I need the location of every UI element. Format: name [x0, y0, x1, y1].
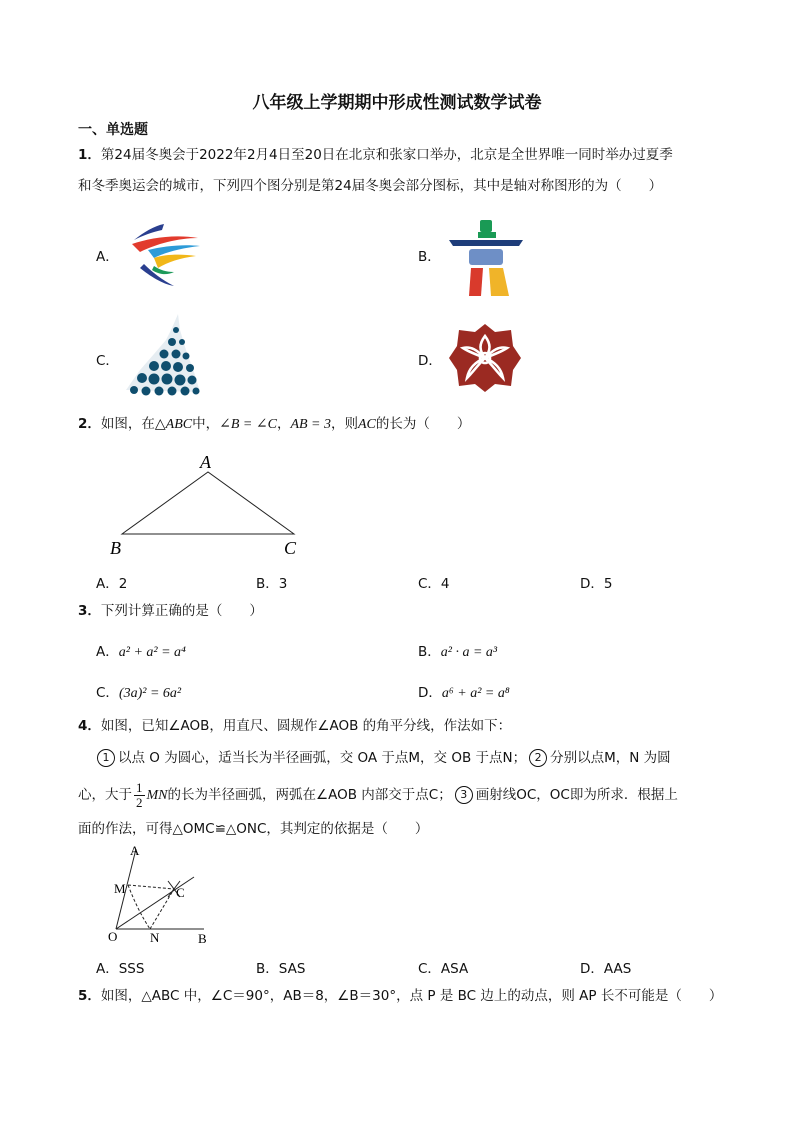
q2-option-d: D．5	[580, 576, 613, 592]
q3-option-d	[418, 681, 510, 702]
question-4-line-1	[78, 710, 511, 742]
question-text: 心，大于	[78, 787, 132, 803]
page-title: 八年级上学期期中形成性测试数学试卷	[252, 93, 542, 113]
winter-olympics-emblem-icon	[126, 220, 202, 292]
q3-option-b	[418, 640, 497, 661]
net-triangle-icon	[122, 312, 204, 398]
condition-angles: ∠B = ∠C	[219, 417, 277, 432]
option-letter: D．	[418, 685, 442, 701]
option-letter: C．	[96, 685, 119, 701]
fraction-denominator: 2	[136, 794, 143, 810]
q1-option-c-label: C．	[96, 353, 119, 369]
q4-option-d: D．AAS	[580, 961, 632, 977]
segment-mn: MN	[146, 788, 168, 803]
question-1-line-2: 和冬季奥运会的城市，下列四个图分别是第24届冬奥会部分图标，其中是轴对称图形的为（ ）	[78, 178, 663, 194]
question-4-line-2	[94, 742, 671, 774]
question-number: 4．	[78, 718, 101, 734]
question-5-stem	[78, 980, 722, 1012]
q2-option-a: A．2	[96, 576, 128, 592]
q3-option-c	[96, 681, 181, 702]
question-text: 的长为半径画弧，两弧在∠AOB 内部交于点C；	[167, 787, 452, 803]
q4-option-a: A．SSS	[96, 961, 145, 977]
point-label-a: A	[130, 843, 140, 858]
step-2-marker: 2	[529, 749, 547, 767]
point-label-m: M	[114, 881, 126, 896]
question-text: 如图，△ABC 中，∠C＝90°，AB＝8，∠B＝30°，点 P 是 BC 边上的动点，则 AP 长不可能是（ ）	[100, 988, 723, 1004]
question-4-line-4: 面的作法，可得△OMC≌△ONC，其判定的依据是（ ）	[78, 821, 429, 837]
question-2-stem	[78, 408, 470, 441]
condition-ab: AB = 3	[290, 417, 331, 432]
question-text: ，则	[331, 416, 358, 432]
q2-option-c: C．4	[418, 576, 450, 592]
fraction-one-half	[134, 781, 145, 810]
isosceles-triangle-figure	[108, 450, 318, 560]
angle-bisector-figure	[108, 845, 220, 947]
q4-option-b: B．SAS	[256, 961, 306, 977]
snowflake-pattern-icon	[447, 322, 523, 394]
point-label-c: C	[176, 885, 185, 900]
q2-option-b: B．3	[256, 576, 288, 592]
section-heading: 一、单选题	[78, 122, 148, 138]
triangle-symbol: △ABC	[154, 417, 193, 432]
question-3-stem	[78, 595, 263, 627]
step-2-text: 分别以点M，N 为圆	[550, 750, 671, 766]
question-text: 如图，已知∠AOB，用直尺、圆规作∠AOB 的角平分线，作法如下：	[100, 718, 512, 734]
option-expression: a² · a = a³	[440, 645, 498, 660]
question-number: 1．	[78, 147, 101, 163]
step-3-marker: 3	[455, 786, 473, 804]
question-text: 中，	[192, 416, 220, 432]
question-text: 的长为（ ）	[375, 416, 471, 432]
point-label-o: O	[108, 929, 118, 944]
q4-option-c: C．ASA	[418, 961, 469, 977]
q1-option-b-label: B．	[418, 249, 441, 265]
question-number: 3．	[78, 603, 101, 619]
question-4-line-3	[78, 779, 678, 812]
fraction-numerator: 1	[136, 779, 143, 795]
q3-option-a	[96, 640, 186, 661]
question-text: 第24届冬奥会于2022年2月4日至20日在北京和张家口举办，北京是全世界唯一同时举办过夏季	[100, 147, 673, 163]
question-text: 下列计算正确的是（ ）	[100, 603, 263, 619]
option-letter: A．	[96, 644, 119, 660]
option-letter: B．	[418, 644, 441, 660]
question-number: 5．	[78, 988, 101, 1004]
option-expression: a² + a² = a⁴	[118, 645, 186, 660]
point-label-b: B	[198, 931, 207, 946]
question-text: 画射线OC，OC即为所求．根据上	[475, 787, 678, 803]
option-expression: (3a)² = 6a²	[118, 686, 182, 701]
question-text: 如图，在	[100, 416, 155, 432]
q1-option-d-label: D．	[418, 353, 442, 369]
question-number: 2．	[78, 416, 101, 432]
step-1-text: 以点 O 为圆心，适当长为半径画弧，交 OA 于点M，交 OB 于点N；	[118, 750, 527, 766]
vertex-label-a: A	[200, 452, 211, 472]
vertex-label-b: B	[110, 538, 121, 558]
inukshuk-icon	[447, 218, 525, 300]
point-label-n: N	[150, 930, 160, 945]
option-expression: a⁶ + a² = a⁸	[441, 686, 510, 701]
q1-option-a-label: A．	[96, 249, 119, 265]
segment-ac: AC	[358, 417, 376, 432]
step-1-marker: 1	[97, 749, 115, 767]
vertex-label-c: C	[284, 538, 297, 558]
question-text: ，	[276, 416, 291, 432]
question-1-line-1	[78, 139, 673, 171]
